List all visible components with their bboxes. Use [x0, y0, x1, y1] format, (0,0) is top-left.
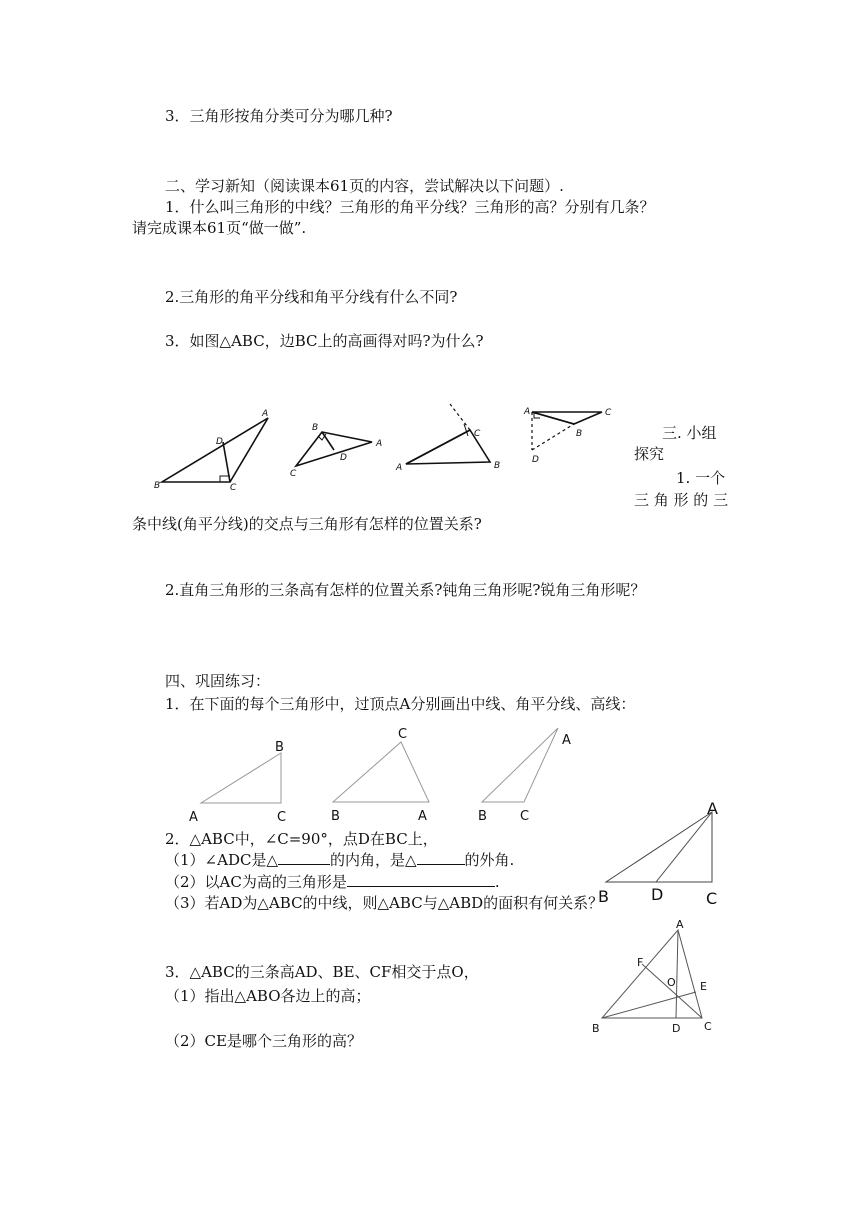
- section-three-line1: 三. 小组: [662, 424, 717, 442]
- new-knowledge-q1-line1: 1．什么叫三角形的中线？三角形的角平分线？三角形的高？分别有几条？: [165, 198, 655, 216]
- section-two-heading: 二、学习新知（阅读课本61页的内容，尝试解决以下问题）.: [165, 177, 564, 195]
- practice-q2-part1-b: 的内角，是△: [329, 851, 417, 869]
- p3-label-a: A: [562, 733, 571, 748]
- section-three-line5: 条中线(角平分线)的交点与三角形有怎样的位置关系?: [132, 515, 482, 533]
- fig4-label-d: D: [532, 455, 539, 465]
- altitude-figure-3: [392, 398, 512, 478]
- q3fig-label-o: O: [667, 976, 676, 989]
- q3fig-label-b: B: [592, 1022, 600, 1035]
- fig2-label-b: B: [312, 423, 319, 433]
- fig3-label-b: B: [494, 461, 501, 471]
- fig1-label-a: A: [262, 409, 269, 419]
- section-three-line2: 探究: [634, 445, 665, 463]
- practice-q2-part2-a: （2）以AC为高的三角形是: [165, 873, 347, 891]
- new-knowledge-q2: 2.三角形的角平分线和角平分线有什么不同?: [165, 288, 458, 306]
- practice-q3-figure: [588, 914, 728, 1039]
- practice-triangle-2: [325, 722, 445, 822]
- new-knowledge-q3: 3．如图△ABC，边BC上的高画得对吗?为什么?: [165, 332, 484, 350]
- q3fig-label-d: D: [672, 1022, 681, 1035]
- p3-label-c: C: [520, 809, 530, 820]
- fig1-label-d: D: [216, 437, 223, 447]
- practice-q2-part2: [165, 872, 500, 892]
- fig3-label-c: C: [474, 429, 481, 439]
- p1-label-c: C: [277, 810, 287, 825]
- practice-q1: 1．在下面的每个三角形中，过顶点A分别画出中线、角平分线、高线：: [165, 695, 636, 713]
- fig4-label-a: A: [524, 407, 531, 417]
- practice-q2-part3: （3）若AD为△ABC的中线，则△ABC与△ABD的面积有何关系？: [165, 894, 604, 912]
- fig3-label-a: A: [396, 463, 403, 473]
- altitude-figure-1: [150, 400, 280, 495]
- altitude-figure-4: [520, 402, 620, 466]
- section-three-line4: 三 角 形 的 三: [634, 491, 729, 509]
- section-four-heading: 四、巩固练习：: [165, 672, 271, 690]
- practice-q2-head: 2．△ABC中，∠C=90°，点D在BC上，: [165, 830, 438, 848]
- q3fig-label-a: A: [676, 918, 684, 931]
- p3-label-b: B: [478, 809, 487, 820]
- answer-blank[interactable]: [347, 872, 495, 887]
- fig4-label-c: C: [605, 408, 612, 418]
- new-knowledge-q1-line2: 请完成课本61页“做一做”.: [132, 219, 307, 237]
- review-question-3: 3．三角形按角分类可分为哪几种?: [165, 107, 393, 125]
- q3fig-label-c: C: [704, 1020, 712, 1033]
- practice-q2-figure: [596, 796, 736, 908]
- practice-q2-part1: [165, 850, 514, 870]
- practice-q2-part2-b: .: [494, 873, 500, 891]
- practice-triangle-1: [185, 735, 295, 825]
- q2fig-label-b: B: [598, 887, 609, 906]
- fig1-label-c: C: [230, 483, 237, 493]
- practice-q2-part1-c: 的外角.: [464, 851, 515, 869]
- answer-blank[interactable]: [278, 850, 330, 865]
- practice-q2-part1-a: （1）∠ADC是△: [165, 851, 278, 869]
- q2fig-label-d: D: [651, 885, 664, 904]
- answer-blank[interactable]: [417, 850, 465, 865]
- q2fig-label-a: A: [707, 799, 718, 818]
- section-three-line3: 1. 一个: [676, 469, 726, 487]
- p1-label-a: A: [189, 810, 198, 825]
- q3fig-label-f: F: [637, 956, 644, 969]
- section-three-q2: 2.直角三角形的三条高有怎样的位置关系?钝角三角形呢?锐角三角形呢？: [165, 581, 646, 599]
- p1-label-b: B: [275, 740, 284, 755]
- p2-label-b: B: [331, 809, 340, 822]
- fig4-label-b: B: [576, 429, 583, 439]
- p2-label-a: A: [418, 809, 427, 822]
- fig2-label-c: C: [290, 469, 297, 479]
- q2fig-label-c: C: [706, 889, 718, 908]
- practice-triangle-3: [472, 720, 582, 820]
- practice-q3-part2: （2）CE是哪个三角形的高？: [165, 1032, 362, 1050]
- practice-q3-part1: （1）指出△ABO各边上的高；: [165, 987, 371, 1005]
- altitude-figure-2: [282, 414, 392, 484]
- practice-q3-head: 3．△ABC的三条高AD、BE、CF相交于点O，: [165, 963, 479, 981]
- fig2-label-a: A: [376, 439, 383, 449]
- fig2-label-d: D: [340, 453, 347, 463]
- fig1-label-b: B: [154, 481, 161, 491]
- p2-label-c: C: [398, 727, 408, 742]
- q3fig-label-e: E: [700, 980, 707, 993]
